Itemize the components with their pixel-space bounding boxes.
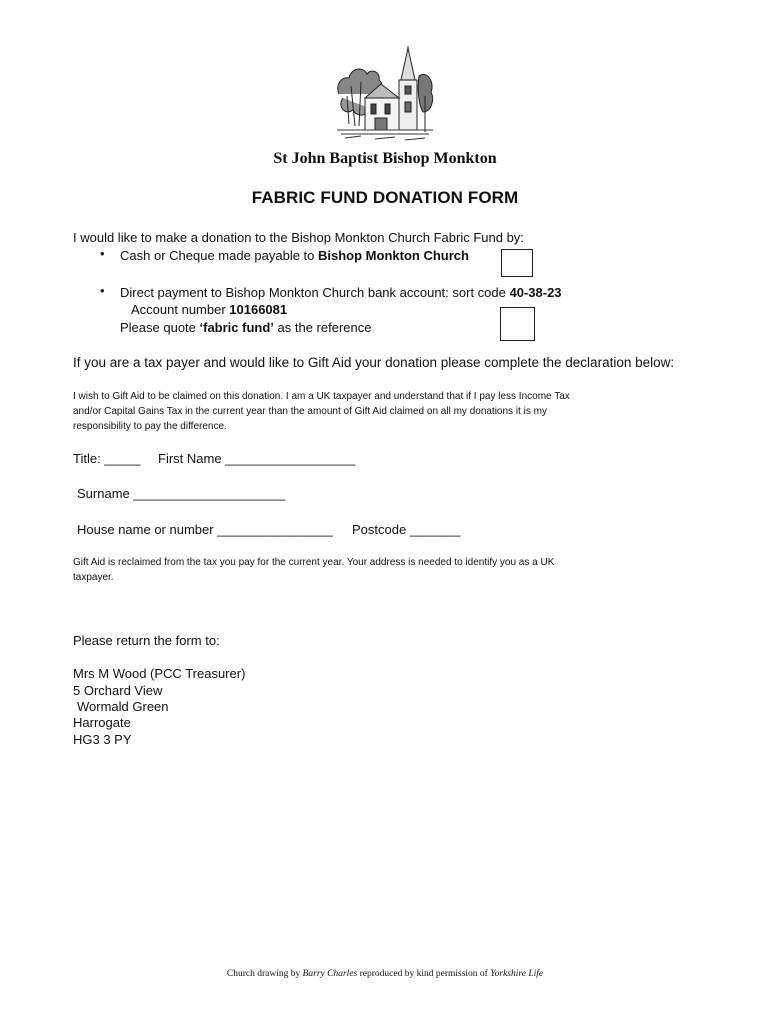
surname-field[interactable]: Surname _____________________ [77, 486, 286, 501]
quote-suffix: as the reference [273, 320, 372, 335]
reference-line [120, 319, 371, 336]
declaration-line-3: responsibility to pay the difference. [73, 421, 227, 432]
credit-publication: Yorkshire Life [490, 969, 544, 979]
option-cash-cheque [120, 247, 469, 264]
first-name-field[interactable]: First Name __________________ [158, 451, 356, 466]
sort-code: 40-38-23 [509, 285, 562, 300]
note-line-2: taxpayer. [73, 572, 114, 583]
gift-aid-heading: If you are a tax payer and would like to Gift Aid your donation please complete the declaration below: [73, 355, 675, 370]
return-heading: Please return the form to: [73, 633, 220, 648]
return-postcode: HG3 3 PY [73, 732, 132, 747]
account-line [131, 301, 287, 318]
credit-artist: Barry Charles [302, 969, 358, 979]
option1-prefix: Cash or Cheque made payable to [120, 248, 319, 263]
return-street: 5 Orchard View [73, 683, 163, 698]
declaration-line-2: and/or Capital Gains Tax in the current year than the amount of Gift Aid claimed on all my donations it is my [73, 406, 547, 417]
option2-prefix: Direct payment to Bishop Monkton Church bank account: sort code [120, 285, 510, 300]
title-field[interactable]: Title: _____ [73, 451, 141, 466]
form-title: FABRIC FUND DONATION FORM [251, 188, 519, 207]
return-village: Wormald Green [77, 699, 169, 714]
direct-payment-checkbox[interactable] [500, 307, 535, 341]
credit-middle: reproduced by kind permission of [357, 969, 491, 979]
credit-prefix: Church drawing by [226, 969, 303, 979]
cash-cheque-checkbox[interactable] [501, 249, 533, 277]
declaration-line-1: I wish to Gift Aid to be claimed on this donation. I am a UK taxpayer and understand that if I pay less Income Tax [73, 391, 570, 402]
drawing-credit [0, 969, 770, 979]
note-line-1: Gift Aid is reclaimed from the tax you pay for the current year. Your address is needed to identify you as a UK [73, 557, 555, 568]
house-field[interactable]: House name or number ________________ [77, 522, 333, 537]
account-label: Account number [131, 302, 230, 317]
option1-payee: Bishop Monkton Church [318, 248, 469, 263]
intro-lead: I would like to make a donation to the Bishop Monkton Church Fabric Fund by: [73, 230, 524, 245]
return-town: Harrogate [73, 715, 131, 730]
account-number: 10166081 [229, 302, 288, 317]
bullet-icon: • [100, 246, 105, 261]
church-name: St John Baptist Bishop Monkton [273, 150, 497, 167]
quote-value: ‘fabric fund’ [199, 320, 274, 335]
return-name: Mrs M Wood (PCC Treasurer) [73, 666, 246, 681]
quote-prefix: Please quote [120, 320, 200, 335]
postcode-field[interactable]: Postcode _______ [352, 522, 461, 537]
option-direct-payment [120, 284, 562, 301]
bullet-icon: • [100, 283, 105, 298]
church-drawing [335, 46, 435, 142]
